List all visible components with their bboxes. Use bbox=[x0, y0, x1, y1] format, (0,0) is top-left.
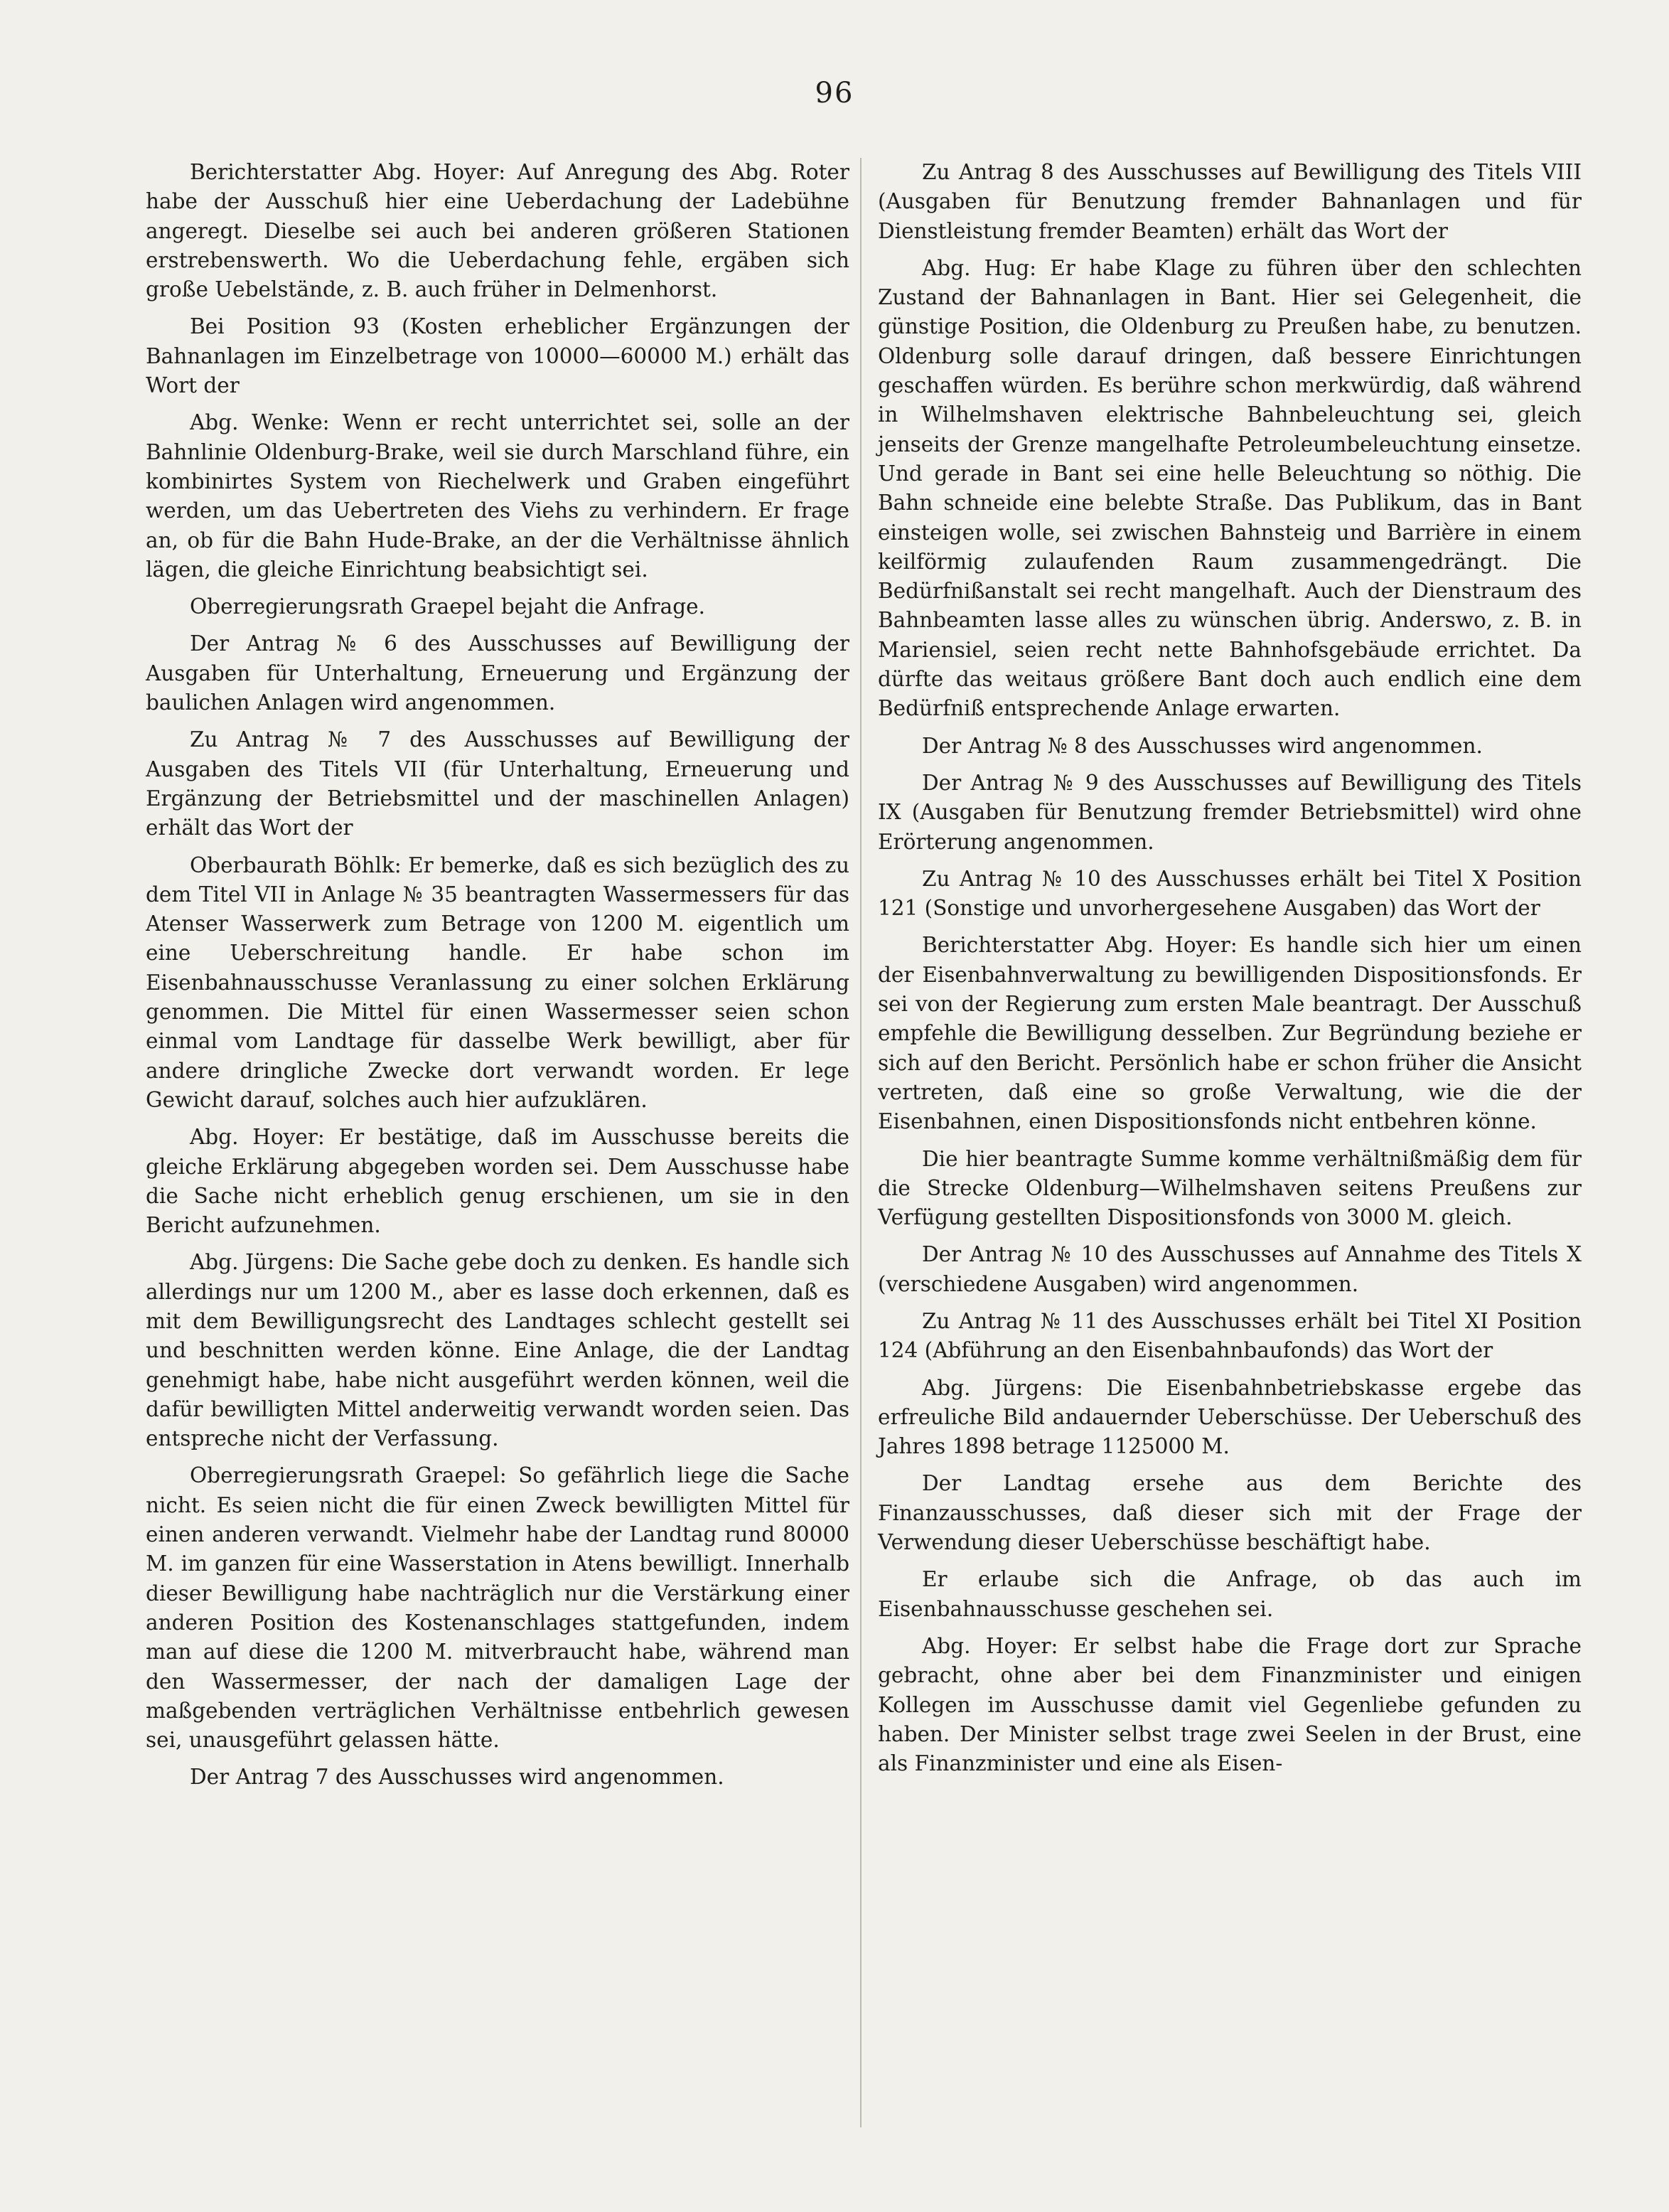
paragraph: Abg. Wenke: Wenn er recht unterrichtet sei, solle an der Bahnlinie Oldenburg-Brake, weil sie durch Marschland führe, ein kombinirtes System von Riechelwerk und Graben eingeführt werden, um das Uebertreten des Viehs zu verhindern. Er frage an, ob für die Bahn Hude-Brake, an der die Verhältnisse ähnlich lägen, die gleiche Einrichtung beabsichtigt sei. bbox=[146, 410, 849, 582]
paragraph: Oberbaurath Böhlk: Er bemerke, daß es sich bezüglich des zu dem Titel VII in Anlage № 35 beantragten Wassermessers für das Atenser Wasserwerk zum Betrage von 1200 M. eigentlich um eine Ueberschreitung handle. Er habe schon im Eisenbahnausschusse Veranlassung zu einer solchen Erklärung genommen. Die Mittel für einen Wassermesser seien schon einmal vom Landtage für dasselbe Werk bewilligt, aber für andere dringliche Zwecke dort verwandt worden. Er lege Gewicht darauf, solches auch hier aufzuklären. bbox=[146, 853, 849, 1112]
paragraph: Abg. Jürgens: Die Sache gebe doch zu denken. Es handle sich allerdings nur um 1200 M., aber es lasse doch erkennen, daß es mit dem Bewilligungsrecht des Landtages schlecht gestellt sei und beschnitten werden könne. Eine Anlage, die der Landtag genehmigt habe, habe nicht ausgeführt werden können, weil die dafür bewilligten Mittel anderweitig verwandt worden seien. Das entspreche nicht der Verfassung. bbox=[146, 1250, 849, 1451]
paragraph: Zu Antrag 8 des Ausschusses auf Bewilligung des Titels VIII (Ausgaben für Benutzung fremder Bahnanlagen und für Dienstleistung fremder Beamten) erhält das Wort der bbox=[878, 160, 1582, 243]
paragraph: Der Antrag № 10 des Ausschusses auf Annahme des Titels X (verschiedene Ausgaben) wird angenommen. bbox=[878, 1242, 1582, 1296]
paragraph: Der Antrag № 9 des Ausschusses auf Bewilligung des Titels IX (Ausgaben für Benutzung fremder Betriebsmittel) wird ohne Erörterung angenommen. bbox=[878, 770, 1582, 854]
paragraph: Abg. Hoyer: Er bestätige, daß im Ausschusse bereits die gleiche Erklärung abgegeben worden sei. Dem Ausschusse habe die Sache nicht erheblich genug erschienen, um sie in den Bericht aufzunehmen. bbox=[146, 1125, 849, 1238]
paragraph: Der Landtag ersehe aus dem Berichte des Finanzausschusses, daß dieser sich mit der Frage der Verwendung dieser Ueberschüsse beschäftigt habe. bbox=[878, 1471, 1582, 1555]
paragraph: Abg. Jürgens: Die Eisenbahnbetriebskasse ergebe das erfreuliche Bild andauernder Ueberschüsse. Der Ueberschuß des Jahres 1898 betrage 1125000 M. bbox=[878, 1375, 1582, 1459]
right-column bbox=[878, 158, 1582, 1786]
paragraph: Bei Position 93 (Kosten erheblicher Ergänzungen der Bahnanlagen im Einzelbetrage von 10000—60000 M.) erhält das Wort der bbox=[146, 314, 849, 398]
paragraph: Berichterstatter Abg. Hoyer: Es handle sich hier um einen der Eisenbahnverwaltung zu bewilligenden Dispositionsfonds. Er sei von der Regierung zum ersten Male beantragt. Der Ausschuß empfehle die Bewilligung desselben. Zur Begründung beziehe er sich auf den Bericht. Persönlich habe er schon früher die Ansicht vertreten, daß eine so große Verwaltung, wie die der Eisenbahnen, einen Dispositionsfonds nicht entbehren könne. bbox=[878, 933, 1582, 1134]
paragraph: Der Antrag 7 des Ausschusses wird angenommen. bbox=[190, 1765, 724, 1790]
page-number: 96 bbox=[815, 77, 854, 109]
paragraph: Abg. Hug: Er habe Klage zu führen über den schlechten Zustand der Bahnanlagen in Bant. Hier sei Gelegenheit, die günstige Position, die Oldenburg zu Preußen habe, zu benutzen. Oldenburg solle darauf dringen, daß bessere Einrichtungen geschaffen würden. Es berühre schon merkwürdig, daß während in Wilhelmshaven elektrische Bahnbeleuchtung sei, gleich jenseits der Grenze mangelhafte Petroleumbeleuchtung einsetze. Und gerade in Bant sei eine helle Beleuchtung so nöthig. Die Bahn schneide eine belebte Straße. Das Publikum, das in Bant einsteigen wolle, sei zwischen Bahnsteig und Barrière in einem keilförmig zulaufenden Raum zusammengedrängt. Die Bedürfnißanstalt sei recht mangelhaft. Auch der Dienstraum des Bahnbeamten lasse alles zu wünschen übrig. Anderswo, z. B. in Mariensiel, seien recht nette Bahnhofsgebäude errichtet. Da dürfte das weitaus größere Bant doch auch endlich eine dem Bedürfniß entsprechende Anlage erwarten. bbox=[878, 255, 1582, 721]
paragraph: Zu Antrag № 11 des Ausschusses erhält bei Titel XI Position 124 (Abführung an den Eisenbahnbaufonds) das Wort der bbox=[878, 1308, 1582, 1363]
paragraph: Er erlaube sich die Anfrage, ob das auch im Eisenbahnausschusse geschehen sei. bbox=[878, 1567, 1582, 1621]
paragraph: Der Antrag № 8 des Ausschusses wird angenommen. bbox=[922, 733, 1483, 758]
paragraph: Berichterstatter Abg. Hoyer: Auf Anregung des Abg. Roter habe der Ausschuß hier eine Ueberdachung der Ladebühne angeregt. Dieselbe sei auch bei anderen größeren Stationen erstrebenswerth. Wo die Ueberdachung fehle, ergäben sich große Uebelstände, z. B. auch früher in Delmenhorst. bbox=[146, 160, 849, 302]
paragraph: Oberregierungsrath Graepel: So gefährlich liege die Sache nicht. Es seien nicht die für einen Zweck bewilligten Mittel für einen anderen verwandt. Vielmehr habe der Landtag rund 80000 M. im ganzen für eine Wasserstation in Atens bewilligt. Innerhalb dieser Bewilligung habe nachträglich nur die Verstärkung einer anderen Position des Kostenanschlages stattgefunden, indem man auf diese die 1200 M. mitverbraucht habe, während man den Wassermesser, der nach der damaligen Lage der maßgebenden verträglichen Verhältnisse entbehrlich gewesen sei, unausgeführt gelassen hätte. bbox=[146, 1463, 849, 1753]
paragraph: Zu Antrag № 7 des Ausschusses auf Bewilligung der Ausgaben des Titels VII (für Unterhaltung, Erneuerung und Ergänzung der Betriebsmittel und der maschinellen Anlagen) erhält das Wort der bbox=[146, 727, 849, 840]
paragraph: Oberregierungsrath Graepel bejaht die Anfrage. bbox=[190, 594, 705, 619]
column-divider bbox=[860, 158, 862, 2127]
paragraph: Zu Antrag № 10 des Ausschusses erhält bei Titel X Position 121 (Sonstige und unvorhergesehene Ausgaben) das Wort der bbox=[878, 866, 1582, 921]
paragraph: Der Antrag № 6 des Ausschusses auf Bewilligung der Ausgaben für Unterhaltung, Erneuerung und Ergänzung der baulichen Anlagen wird angenommen. bbox=[146, 631, 849, 715]
paragraph: Die hier beantragte Summe komme verhältnißmäßig dem für die Strecke Oldenburg—Wilhelmshaven seitens Preußens zur Verfügung gestellten Dispositionsfonds von 3000 M. gleich. bbox=[878, 1146, 1582, 1230]
paragraph: Abg. Hoyer: Er selbst habe die Frage dort zur Sprache gebracht, ohne aber bei dem Finanzminister und einigen Kollegen im Ausschusse damit viel Gegenliebe gefunden zu haben. Der Minister selbst trage zwei Seelen in der Brust, eine als Finanzminister und eine als Eisen- bbox=[878, 1633, 1582, 1776]
left-column bbox=[146, 158, 849, 1800]
